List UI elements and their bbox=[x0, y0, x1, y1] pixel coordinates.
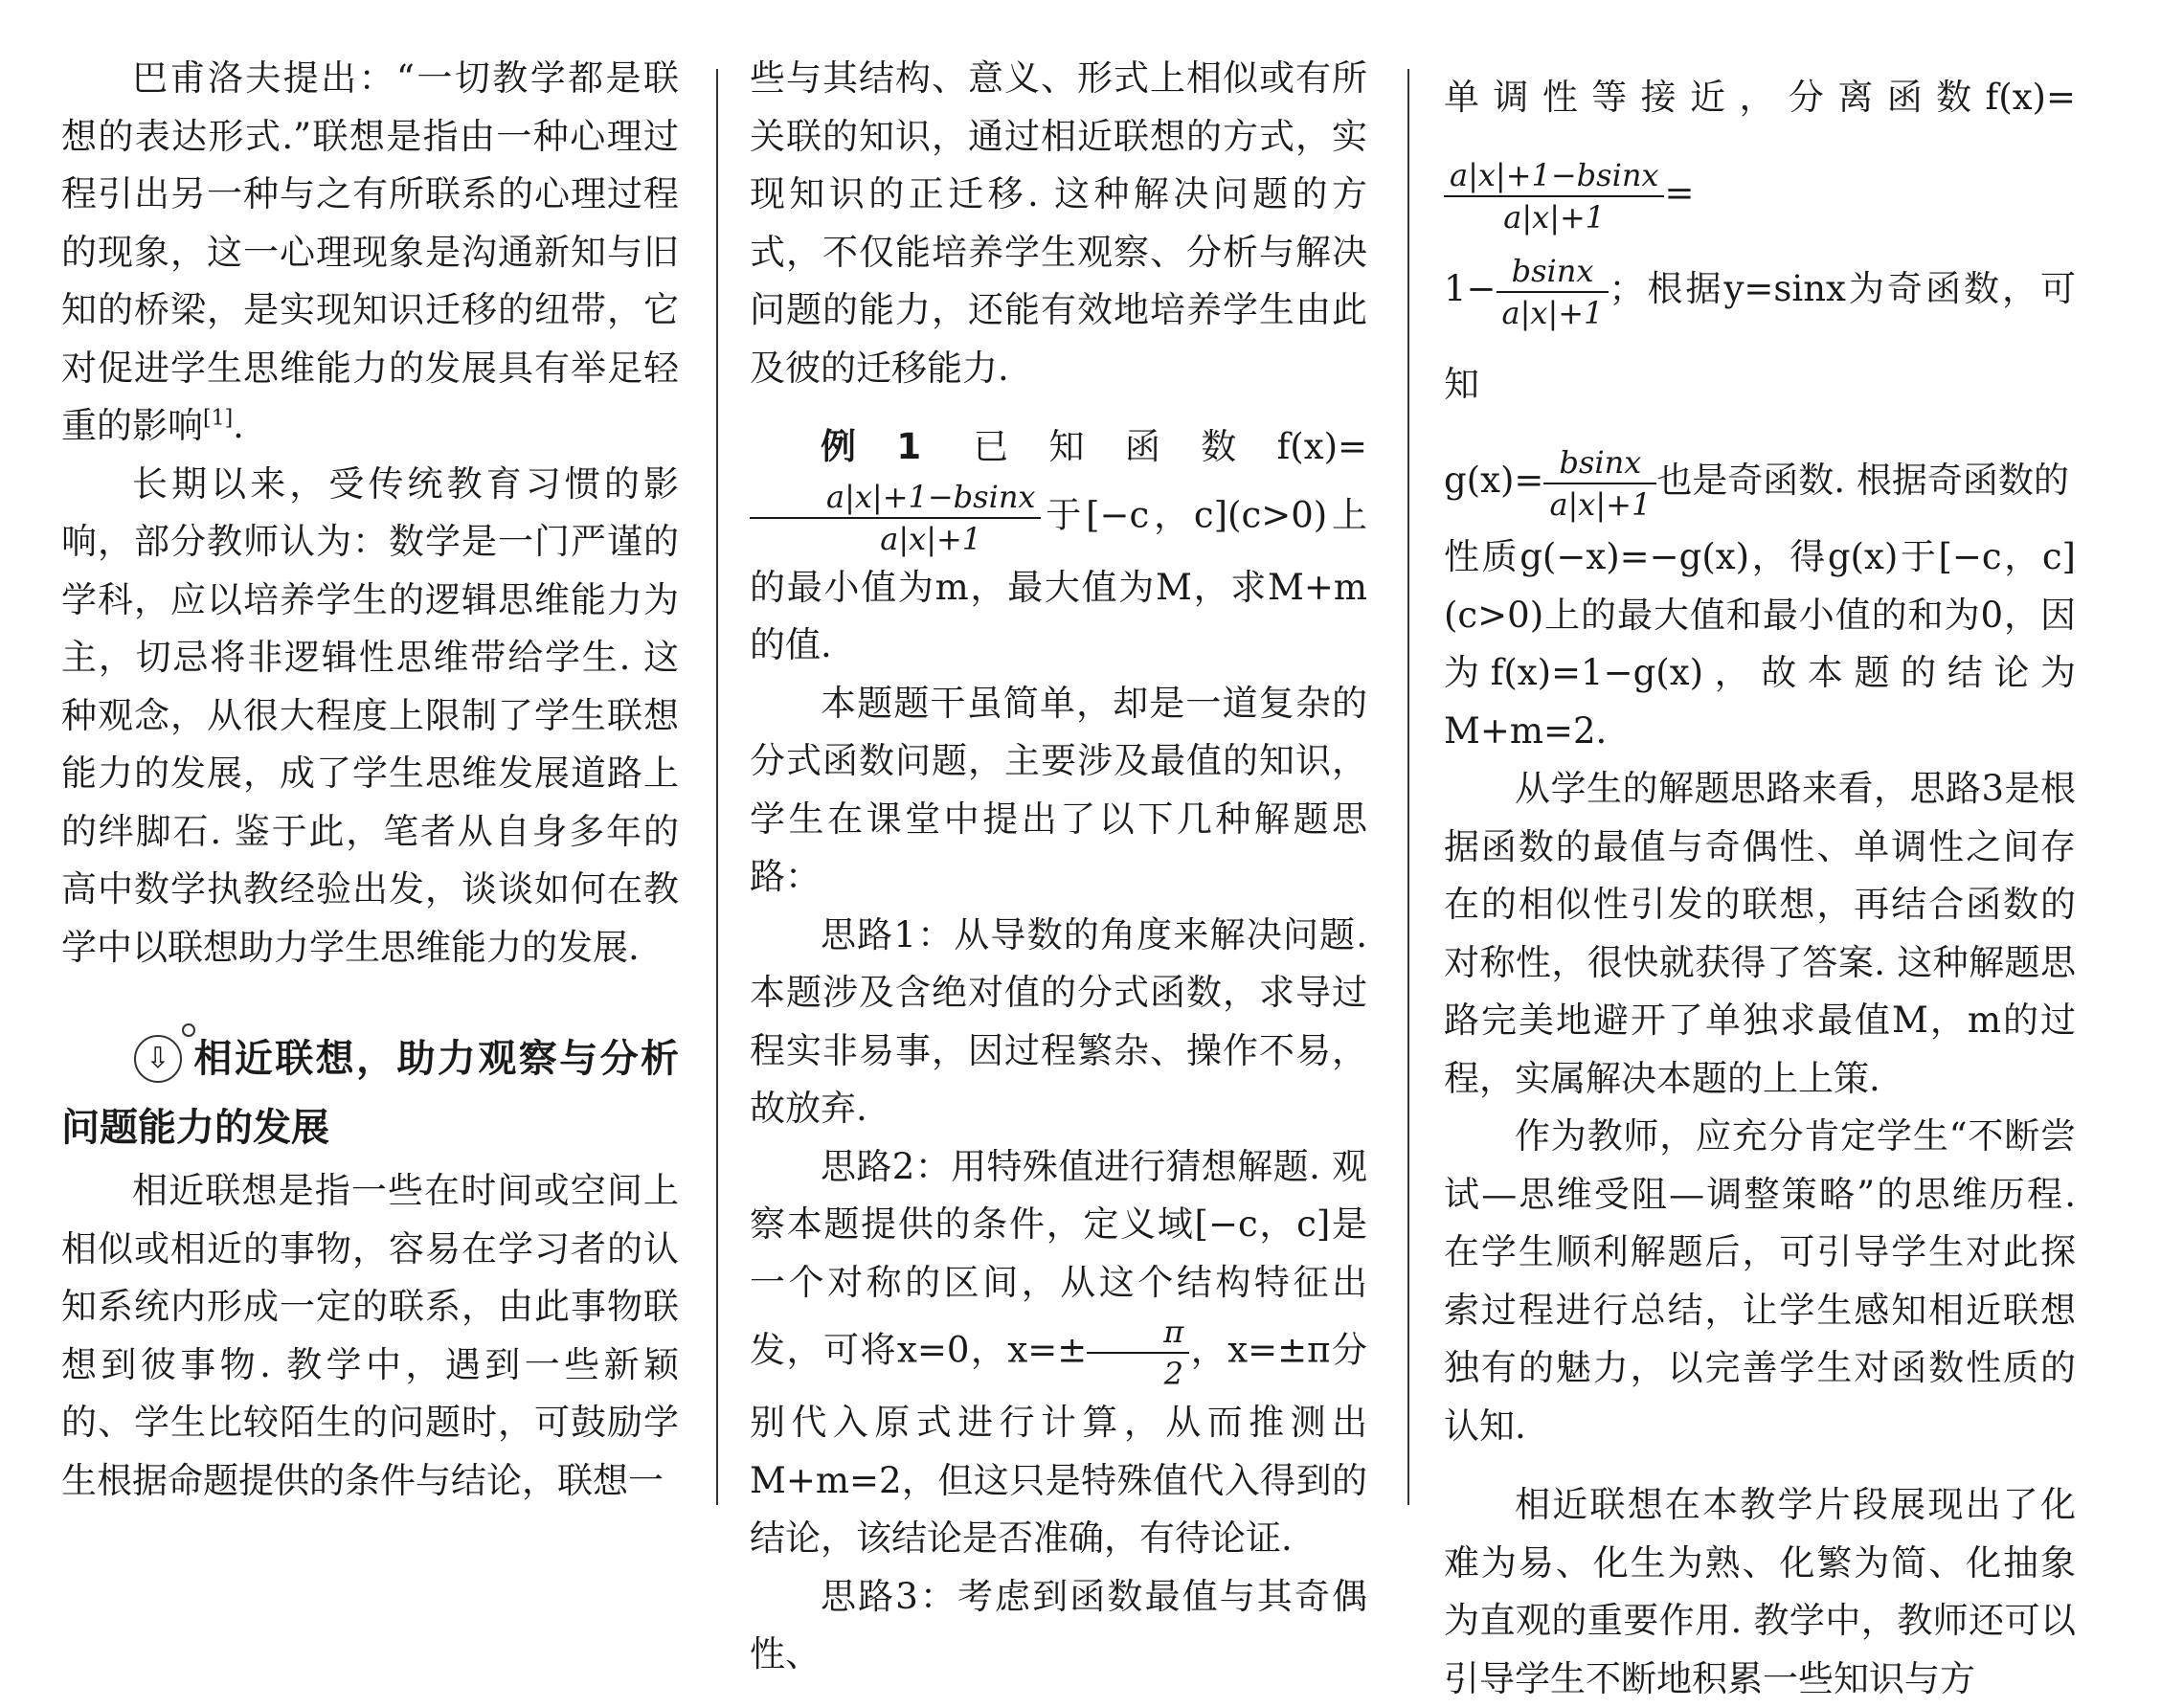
formula-line-2 bbox=[1444, 241, 2076, 433]
approach-2-text-b: ，x=±π分别代入原式进行计算，从而推测出M+m=2，但这只是特殊值代入得到的结论，该结论是否准确，有待论证. bbox=[750, 1329, 1367, 1559]
conclusion-paragraph: 相近联想在本教学片段展现出了化难为易、化生为熟、化繁为简、化抽象为直观的重要作用. 教学中，教师还可以引导学生不断地积累一些知识与方 bbox=[1444, 1484, 2076, 1699]
fraction-denominator: 2 bbox=[1163, 1356, 1183, 1392]
example-1 bbox=[750, 418, 1367, 675]
column-2 bbox=[750, 50, 1367, 1684]
odd-function-paragraph: 性质g(−x)=−g(x)，得g(x)于[−c，c](c>0)上的最大值和最小值的和为0，因为f(x)=1−g(x)，故本题的结论为M+m=2. bbox=[1444, 536, 2076, 752]
formula-2-fraction bbox=[1497, 251, 1609, 333]
fraction-numerator: a|x|+1−bsinx bbox=[750, 477, 1041, 519]
approach-2-text-a: 思路2：用特殊值进行猜想解题. 观察本题提供的条件，定义域[−c，c]是一个对称的区间，从这个结构特征出发，可将x=0，x=± bbox=[750, 1145, 1367, 1371]
example-fraction bbox=[750, 477, 1041, 559]
column-1 bbox=[61, 50, 679, 1510]
fraction-denominator: a|x|+1 bbox=[880, 520, 982, 557]
formula-2-prefix: 1− bbox=[1444, 268, 1497, 309]
fraction-numerator: π bbox=[1087, 1312, 1189, 1354]
analysis-paragraph: 本题题干虽简单，却是一道复杂的分式函数问题，主要涉及最值的知识，学生在课堂中提出了以下几种解题思路： bbox=[750, 682, 1367, 897]
intro-text-end: . bbox=[233, 405, 244, 446]
column-divider-2 bbox=[1407, 69, 1409, 1505]
continuation-paragraph: 些与其结构、意义、形式上相似或有所关联的知识，通过相近联想的方式，实现知识的正迁移. 这种解决问题的方式，不仅能培养学生观察、分析与解决问题的能力，还能有效地培养学生由此及彼的迁移能力. bbox=[750, 57, 1367, 389]
formula-3-fraction bbox=[1543, 442, 1656, 525]
summary-paragraph: 从学生的解题思路来看，思路3是根据函数的最值与奇偶性、单调性之间存在的相似性引发的联想，再结合函数的对称性，很快就获得了答案. 这种解题思路完美地避开了单独求最值M，m的过程，实属解决本题的上上策. bbox=[1444, 768, 2076, 1099]
formula-3-suffix: 也是奇函数. 根据奇函数的 bbox=[1656, 460, 2069, 501]
formula-1-prefix: 单调性等接近，分离函数f(x)= bbox=[1444, 77, 2076, 118]
column-divider-1 bbox=[716, 69, 718, 1505]
example-prefix: 已知函数f(x)= bbox=[973, 426, 1368, 467]
section-title: 相近联想，助力观察与分析问题能力的发展 bbox=[61, 1037, 679, 1150]
formula-1-suffix: = bbox=[1664, 172, 1695, 214]
pi-over-2-fraction bbox=[1087, 1312, 1189, 1394]
intro-text: 巴甫洛夫提出：“一切教学都是联想的表达形式.”联想是指由一种心理过程引出另一种与之有所联系的心理过程的现象，这一心理现象是沟通新知与旧知的桥梁，是实现知识迁移的纽带，它对促进学生思维能力的发展具有举足轻重的影响 bbox=[61, 57, 679, 446]
teacher-paragraph: 作为教师，应充分肯定学生“不断尝试—思维受阻—调整策略”的思维历程. 在学生顺利解题后，可引导学生对此探索过程进行总结，让学生感知相近联想独有的魅力，以完善学生对函数性质的认知. bbox=[1444, 1115, 2076, 1447]
example-label: 例1 bbox=[821, 426, 922, 467]
formula-line-3 bbox=[1444, 433, 2076, 528]
section-intro-paragraph: 相近联想是指一些在时间或空间上相似或相近的事物，容易在学习者的认知系统内形成一定的联系，由此事物联想到彼事物. 教学中，遇到一些新颖的、学生比较陌生的问题时，可鼓励学生根据命题提供的条件与结论，联想一 bbox=[61, 1170, 679, 1501]
down-arrow-circle-icon: ⇩ bbox=[134, 1035, 182, 1083]
fraction-denominator: a|x|+1 bbox=[1501, 294, 1604, 331]
example-suffix: 于[−c，c](c>0)上的最小值为m，最大值为M，求M+m的值. bbox=[750, 494, 1367, 665]
fraction-denominator: a|x|+1 bbox=[1503, 198, 1606, 236]
fraction-denominator: a|x|+1 bbox=[1549, 485, 1652, 523]
citation-ref: [1] bbox=[203, 406, 234, 431]
approach-3-paragraph: 思路3：考虑到函数最值与其奇偶性、 bbox=[750, 1575, 1367, 1674]
fraction-numerator: bsinx bbox=[1497, 251, 1609, 293]
formula-line-1 bbox=[1444, 50, 2076, 241]
approach-2-paragraph bbox=[750, 1138, 1367, 1568]
intro-paragraph bbox=[61, 50, 679, 456]
section-heading bbox=[61, 1024, 679, 1162]
formula-3-prefix: g(x)= bbox=[1444, 460, 1544, 501]
fraction-numerator: bsinx bbox=[1543, 442, 1656, 484]
fraction-numerator: a|x|+1−bsinx bbox=[1444, 155, 1664, 197]
formula-1-fraction bbox=[1444, 155, 1664, 237]
column-3 bbox=[1444, 50, 2076, 1708]
background-paragraph: 长期以来，受传统教育习惯的影响，部分教师认为：数学是一门严谨的学科，应以培养学生的逻辑思维能力为主，切忌将非逻辑性思维带给学生. 这种观念，从很大程度上限制了学生联想能力的发展，成了学生思维发展道路上的绊脚石. 鉴于此，笔者从自身多年的高中数学执教经验出发，谈谈如何在教学中以联想助力学生思维能力的发展. bbox=[61, 462, 679, 968]
approach-1-paragraph: 思路1：从导数的角度来解决问题. 本题涉及含绝对值的分式函数，求导过程实非易事，因过程繁杂、操作不易，故放弃. bbox=[750, 913, 1367, 1129]
formula-2-suffix: ；根据y=sinx为奇函数，可知 bbox=[1444, 268, 2076, 405]
